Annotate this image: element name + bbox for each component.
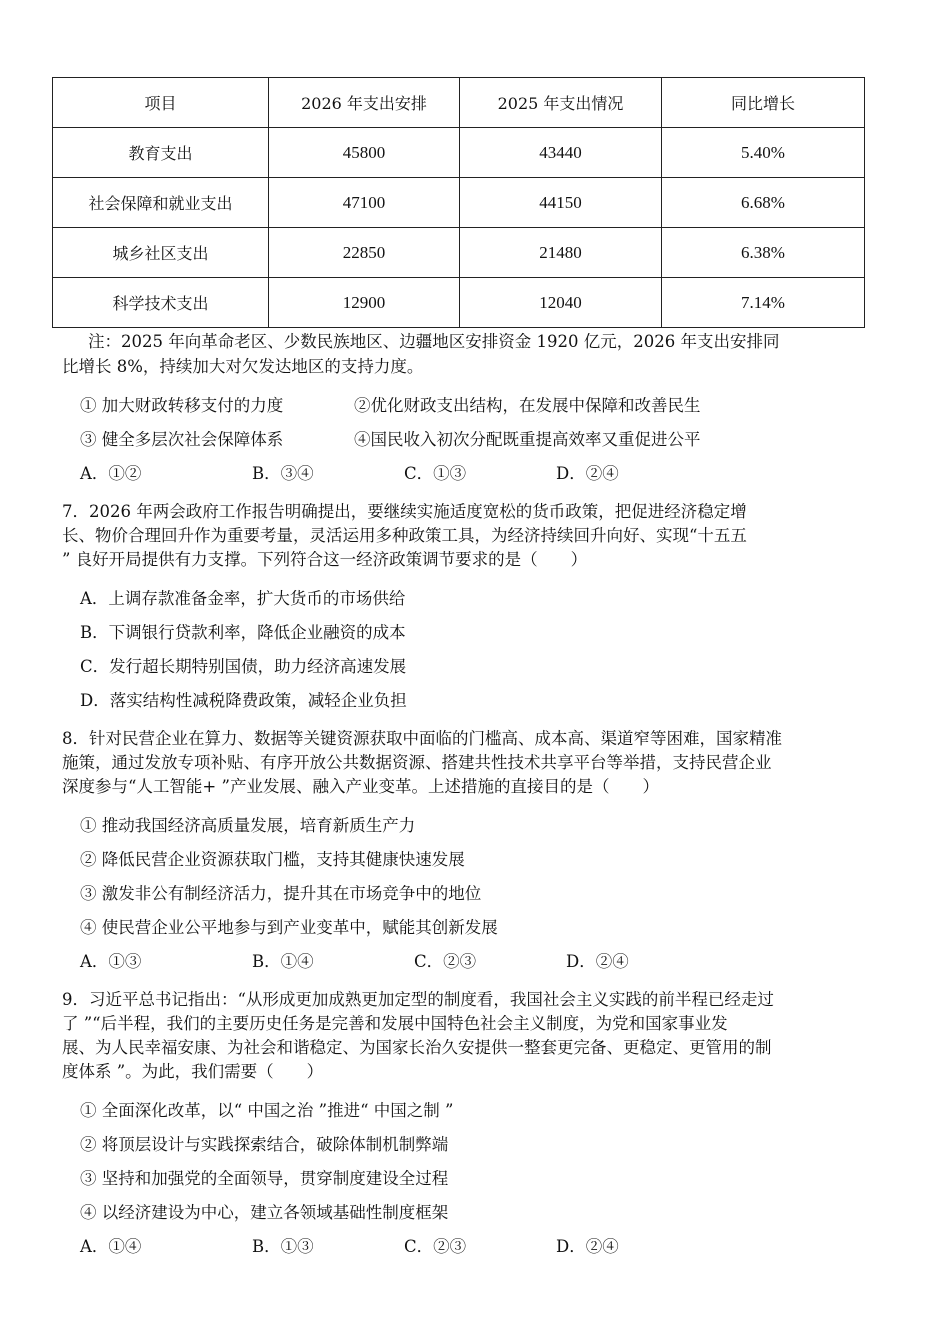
note-line-2: 比增长 8%，持续加大对欠发达地区的支持力度。: [62, 357, 424, 376]
q8-stem-line-3: 深度参与“人工智能+ ”产业发展、融入产业变革。上述措施的直接目的是（ ）: [62, 777, 659, 796]
q9-stem-line-1: 9．习近平总书记指出：“从形成更加成熟更加定型的制度看，我国社会主义实践的前半程已经走过: [62, 990, 774, 1009]
q6-statement-4: ④国民收入初次分配既重提高效率又重促进公平: [354, 430, 701, 449]
cell-2025: 44150: [460, 178, 662, 228]
q6-choice-b[interactable]: B．③④: [252, 464, 314, 483]
q8-statement-3: ③ 激发非公有制经济活力，提升其在市场竞争中的地位: [80, 884, 482, 903]
q9-stem-line-4: 度体系 ”。为此，我们需要（ ）: [62, 1062, 324, 1081]
q7-choice-c[interactable]: C．发行超长期特别国债，助力经济高速发展: [80, 657, 407, 676]
q9-choice-d[interactable]: D．②④: [556, 1237, 619, 1256]
cell-item: 社会保障和就业支出: [53, 178, 269, 228]
cell-growth: 6.68%: [662, 178, 865, 228]
q9-statement-2: ② 将顶层设计与实践探索结合，破除体制机制弊端: [80, 1135, 449, 1154]
cell-2026: 45800: [269, 128, 460, 178]
q8-statement-2: ② 降低民营企业资源获取门槛，支持其健康快速发展: [80, 850, 465, 869]
cell-2026: 47100: [269, 178, 460, 228]
q7-stem-line-1: 7．2026 年两会政府工作报告明确提出，要继续实施适度宽松的货币政策，把促进经济稳定增: [62, 502, 747, 521]
cell-2025: 12040: [460, 278, 662, 328]
q6-choice-a[interactable]: A．①②: [80, 464, 142, 483]
table-row: [53, 128, 865, 178]
q9-stem-line-3: 展、为人民幸福安康、为社会和谐稳定、为国家长治久安提供一整套更完备、更稳定、更管用的制: [62, 1038, 772, 1057]
cell-item: 教育支出: [53, 128, 269, 178]
header-2025: 2025 年支出情况: [460, 78, 662, 128]
q8-statement-1: ① 推动我国经济高质量发展，培育新质生产力: [80, 816, 416, 835]
q7-choice-a[interactable]: A．上调存款准备金率，扩大货币的市场供给: [80, 589, 406, 608]
q9-statement-3: ③ 坚持和加强党的全面领导，贯穿制度建设全过程: [80, 1169, 449, 1188]
q8-stem-line-1: 8．针对民营企业在算力、数据等关键资源获取中面临的门槛高、成本高、渠道窄等困难，国家精准: [62, 729, 782, 748]
table-row: [53, 178, 865, 228]
cell-item: 科学技术支出: [53, 278, 269, 328]
q9-choice-c[interactable]: C．②③: [404, 1237, 467, 1256]
q7-stem-line-3: ” 良好开局提供有力支撑。下列符合这一经济政策调节要求的是（ ）: [62, 550, 588, 569]
budget-table: [52, 77, 865, 328]
cell-2025: 21480: [460, 228, 662, 278]
cell-2026: 22850: [269, 228, 460, 278]
q7-choice-b[interactable]: B．下调银行贷款利率，降低企业融资的成本: [80, 623, 406, 642]
cell-growth: 5.40%: [662, 128, 865, 178]
q8-choice-c[interactable]: C．②③: [414, 952, 477, 971]
note-line-1: 注：2025 年向革命老区、少数民族地区、边疆地区安排资金 1920 亿元，2026 年支出安排同: [88, 332, 780, 351]
q7-choice-d[interactable]: D．落实结构性减税降费政策，减轻企业负担: [80, 691, 407, 710]
q6-choice-c[interactable]: C．①③: [404, 464, 467, 483]
header-2026: 2026 年支出安排: [269, 78, 460, 128]
table-row: [53, 228, 865, 278]
q6-statement-3: ③ 健全多层次社会保障体系: [80, 430, 284, 449]
q9-statement-1: ① 全面深化改革，以“ 中国之治 ”推进“ 中国之制 ”: [80, 1101, 454, 1120]
q6-statement-1: ① 加大财政转移支付的力度: [80, 396, 284, 415]
cell-2026: 12900: [269, 278, 460, 328]
table-header-row: [53, 78, 865, 128]
q8-choice-a[interactable]: A．①③: [80, 952, 142, 971]
q9-stem-line-2: 了 ”“后半程，我们的主要历史任务是完善和发展中国特色社会主义制度，为党和国家事业发: [62, 1014, 728, 1033]
q6-statement-2: ②优化财政支出结构，在发展中保障和改善民生: [354, 396, 701, 415]
q8-stem-line-2: 施策，通过发放专项补贴、有序开放公共数据资源、搭建共性技术共享平台等举措，支持民营企业: [62, 753, 772, 772]
q9-choice-a[interactable]: A．①④: [80, 1237, 142, 1256]
q8-statement-4: ④ 使民营企业公平地参与到产业变革中，赋能其创新发展: [80, 918, 498, 937]
cell-growth: 6.38%: [662, 228, 865, 278]
q8-choice-d[interactable]: D．②④: [566, 952, 629, 971]
q9-choice-b[interactable]: B．①③: [252, 1237, 314, 1256]
cell-growth: 7.14%: [662, 278, 865, 328]
q9-statement-4: ④ 以经济建设为中心，建立各领域基础性制度框架: [80, 1203, 449, 1222]
q6-choice-d[interactable]: D．②④: [556, 464, 619, 483]
header-item: 项目: [53, 78, 269, 128]
q8-choice-b[interactable]: B．①④: [252, 952, 314, 971]
q7-stem-line-2: 长、物价合理回升作为重要考量，灵活运用多种政策工具，为经济持续回升向好、实现“十五五: [62, 526, 747, 545]
cell-2025: 43440: [460, 128, 662, 178]
table-row: [53, 278, 865, 328]
header-growth: 同比增长: [662, 78, 865, 128]
cell-item: 城乡社区支出: [53, 228, 269, 278]
